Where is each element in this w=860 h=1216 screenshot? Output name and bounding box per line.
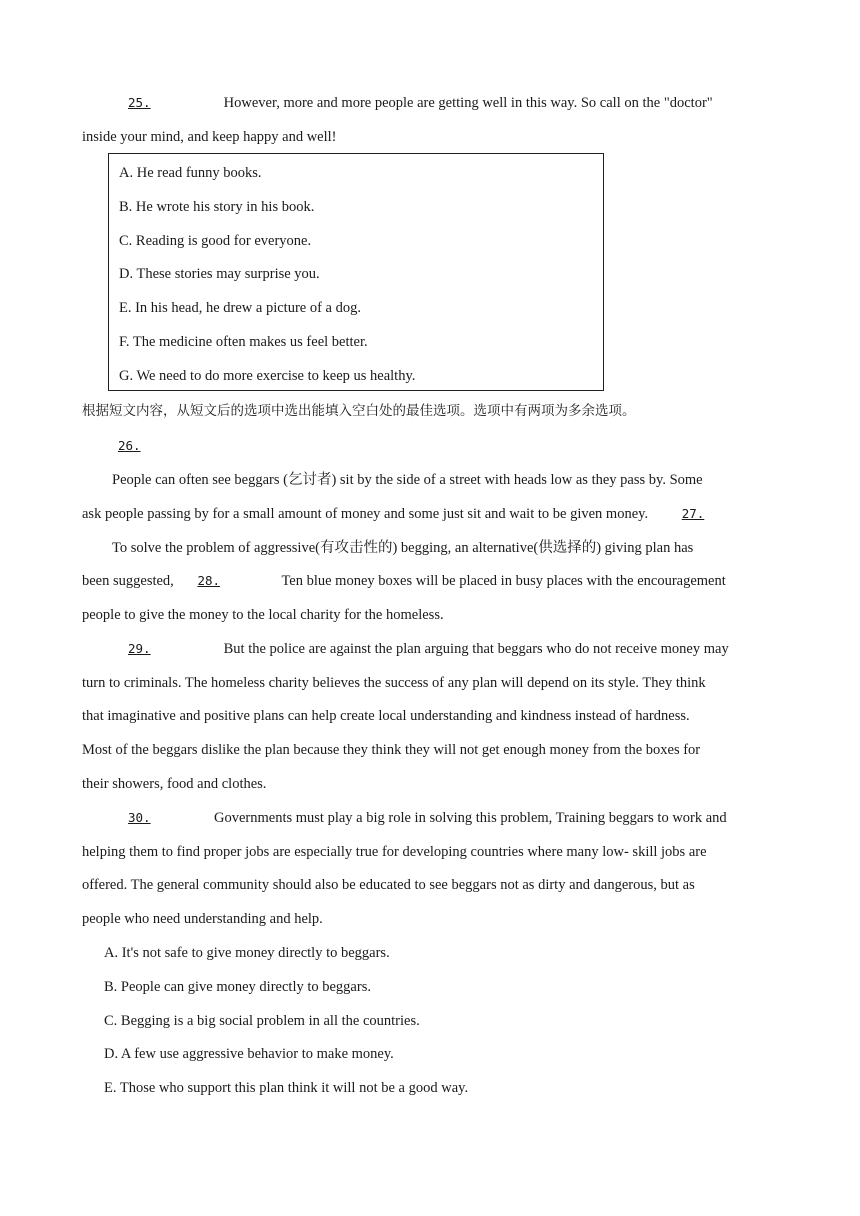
question-25-line <box>112 93 713 113</box>
option-e: E. Those who support this plan think it will not be a good way. <box>104 1080 469 1096</box>
option-a: A. It's not safe to give money directly to beggars. <box>104 945 390 961</box>
para4-line3: offered. The general community should also be educated to see beggars not as dirty and dangerous, but as <box>82 877 695 893</box>
para3-line3: that imaginative and positive plans can help create local understanding and kindness instead of hardness. <box>82 708 690 724</box>
answer-blank-29[interactable]: 29. <box>128 641 151 656</box>
para2-line1: To solve the problem of aggressive(有攻击性的) begging, an alternative(供选择的) giving plan has <box>112 540 694 556</box>
option-c: C. Begging is a big social problem in all the countries. <box>104 1013 420 1029</box>
answer-blank-28[interactable]: 28. <box>197 573 221 588</box>
para2-line2 <box>82 571 726 591</box>
answer-blank-27[interactable]: 27. <box>681 506 705 521</box>
para1-line2 <box>82 504 730 524</box>
box-option-e: E. In his head, he drew a picture of a dog. <box>119 300 361 316</box>
option-b: B. People can give money directly to beggars. <box>104 979 371 995</box>
para3-line1 <box>112 639 729 659</box>
para4-line4: people who need understanding and help. <box>82 911 323 927</box>
para1-line2-text: ask people passing by for a small amount of money and some just sit and wait to be given money. <box>82 506 649 522</box>
answer-blank-30[interactable]: 30. <box>128 810 151 825</box>
para2-line2-post: Ten blue money boxes will be placed in busy places with the encouragement <box>281 573 726 589</box>
para4-line1-text: Governments must play a big role in solving this problem, Training beggars to work and <box>214 810 727 826</box>
para2-line3: people to give the money to the local charity for the homeless. <box>82 607 444 623</box>
instruction-text: 根据短文内容，从短文后的选项中选出能填入空白处的最佳选项。选项中有两项为多余选项。 <box>82 403 636 419</box>
box-option-a: A. He read funny books. <box>119 165 262 181</box>
para3-line5: their showers, food and clothes. <box>82 776 267 792</box>
option-d: D. A few use aggressive behavior to make money. <box>104 1046 394 1062</box>
para3-line2: turn to criminals. The homeless charity believes the success of any plan will depend on its style. They think <box>82 675 706 691</box>
answer-blank-26[interactable]: 26. <box>118 438 141 453</box>
box-option-g: G. We need to do more exercise to keep us healthy. <box>119 368 416 384</box>
question-25-text: However, more and more people are getting well in this way. So call on the "doctor" <box>223 95 713 111</box>
question-25-text-cont: inside your mind, and keep happy and well! <box>82 129 337 145</box>
para1-line1: People can often see beggars (乞讨者) sit by the side of a street with heads low as they pass by. Some <box>112 472 703 488</box>
box-option-f: F. The medicine often makes us feel better. <box>119 334 368 350</box>
box-option-b: B. He wrote his story in his book. <box>119 199 315 215</box>
answer-blank-25[interactable]: 25. <box>128 95 151 110</box>
para4-line2: helping them to find proper jobs are especially true for developing countries where many low- skill jobs are <box>82 844 707 860</box>
box-option-c: C. Reading is good for everyone. <box>119 233 312 249</box>
para3-line4: Most of the beggars dislike the plan because they think they will not get enough money from the boxes for <box>82 742 701 758</box>
question-26-line <box>104 436 206 456</box>
para3-line1-text: But the police are against the plan arguing that beggars who do not receive money may <box>223 641 729 657</box>
para4-line1 <box>112 808 727 828</box>
para2-line2-pre: been suggested, <box>82 573 174 589</box>
box-option-d: D. These stories may surprise you. <box>119 266 320 282</box>
options-box <box>108 153 604 391</box>
